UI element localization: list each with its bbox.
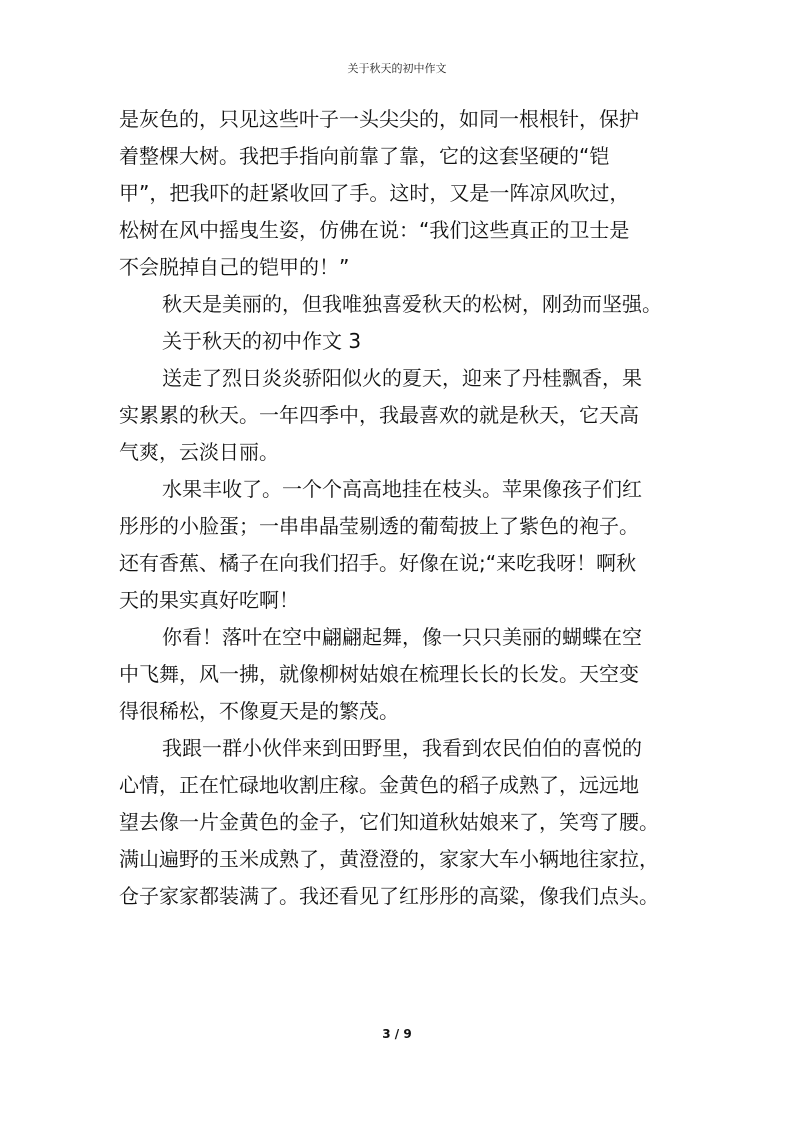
text-line: 中飞舞，风一拂，就像柳树姑娘在梳理长长的长发。天空变	[119, 662, 639, 686]
page-header-title: 关于秋天的初中作文	[347, 62, 447, 75]
document-body	[119, 101, 679, 915]
text-line: 得很稀松，不像夏天是的繁茂。	[119, 699, 399, 723]
text-line: 我跟一群小伙伴来到田野里，我看到农民伯伯的喜悦的	[162, 736, 642, 760]
text-line: 实累累的秋天。一年四季中，我最喜欢的就是秋天，它天高	[119, 403, 639, 427]
text-line: 天的果实真好吃啊！	[119, 588, 299, 612]
text-line: 彤彤的小脸蛋；一串串晶莹剔透的葡萄披上了紫色的袍子。	[119, 514, 639, 538]
text-line: 水果丰收了。一个个高高地挂在枝头。苹果像孩子们红	[162, 477, 642, 501]
text-line: 满山遍野的玉米成熟了，黄澄澄的，家家大车小辆地往家拉，	[119, 847, 659, 871]
section-heading: 关于秋天的初中作文 3	[162, 329, 362, 353]
text-line: 不会脱掉自己的铠甲的！”	[119, 255, 350, 279]
text-line: 你看！落叶在空中翩翩起舞，像一只只美丽的蝴蝶在空	[162, 625, 642, 649]
text-line: 送走了烈日炎炎骄阳似火的夏天，迎来了丹桂飘香，果	[162, 366, 642, 390]
text-line: 气爽，云淡日丽。	[119, 440, 279, 464]
text-line: 秋天是美丽的，但我唯独喜爱秋天的松树，刚劲而坚强。	[162, 292, 662, 316]
text-line: 松树在风中摇曳生姿，仿佛在说：“我们这些真正的卫士是	[119, 218, 630, 242]
text-line: 心情，正在忙碌地收割庄稼。金黄色的稻子成熟了，远远地	[119, 773, 639, 797]
text-line: 着整棵大树。我把手指向前靠了靠，它的这套坚硬的“铠	[119, 144, 610, 168]
text-line: 还有香蕉、橘子在向我们招手。好像在说;“来吃我呀！啊秋	[119, 551, 637, 575]
text-line: 是灰色的，只见这些叶子一头尖尖的，如同一根根针，保护	[119, 107, 639, 131]
text-line: 甲”，把我吓的赶紧收回了手。这时，又是一阵凉风吹过，	[119, 181, 630, 205]
page-number: 3 / 9	[382, 1027, 412, 1041]
text-line: 仓子家家都装满了。我还看见了红彤彤的高粱，像我们点头。	[119, 884, 659, 908]
text-line: 望去像一片金黄色的金子，它们知道秋姑娘来了，笑弯了腰。	[119, 810, 659, 834]
